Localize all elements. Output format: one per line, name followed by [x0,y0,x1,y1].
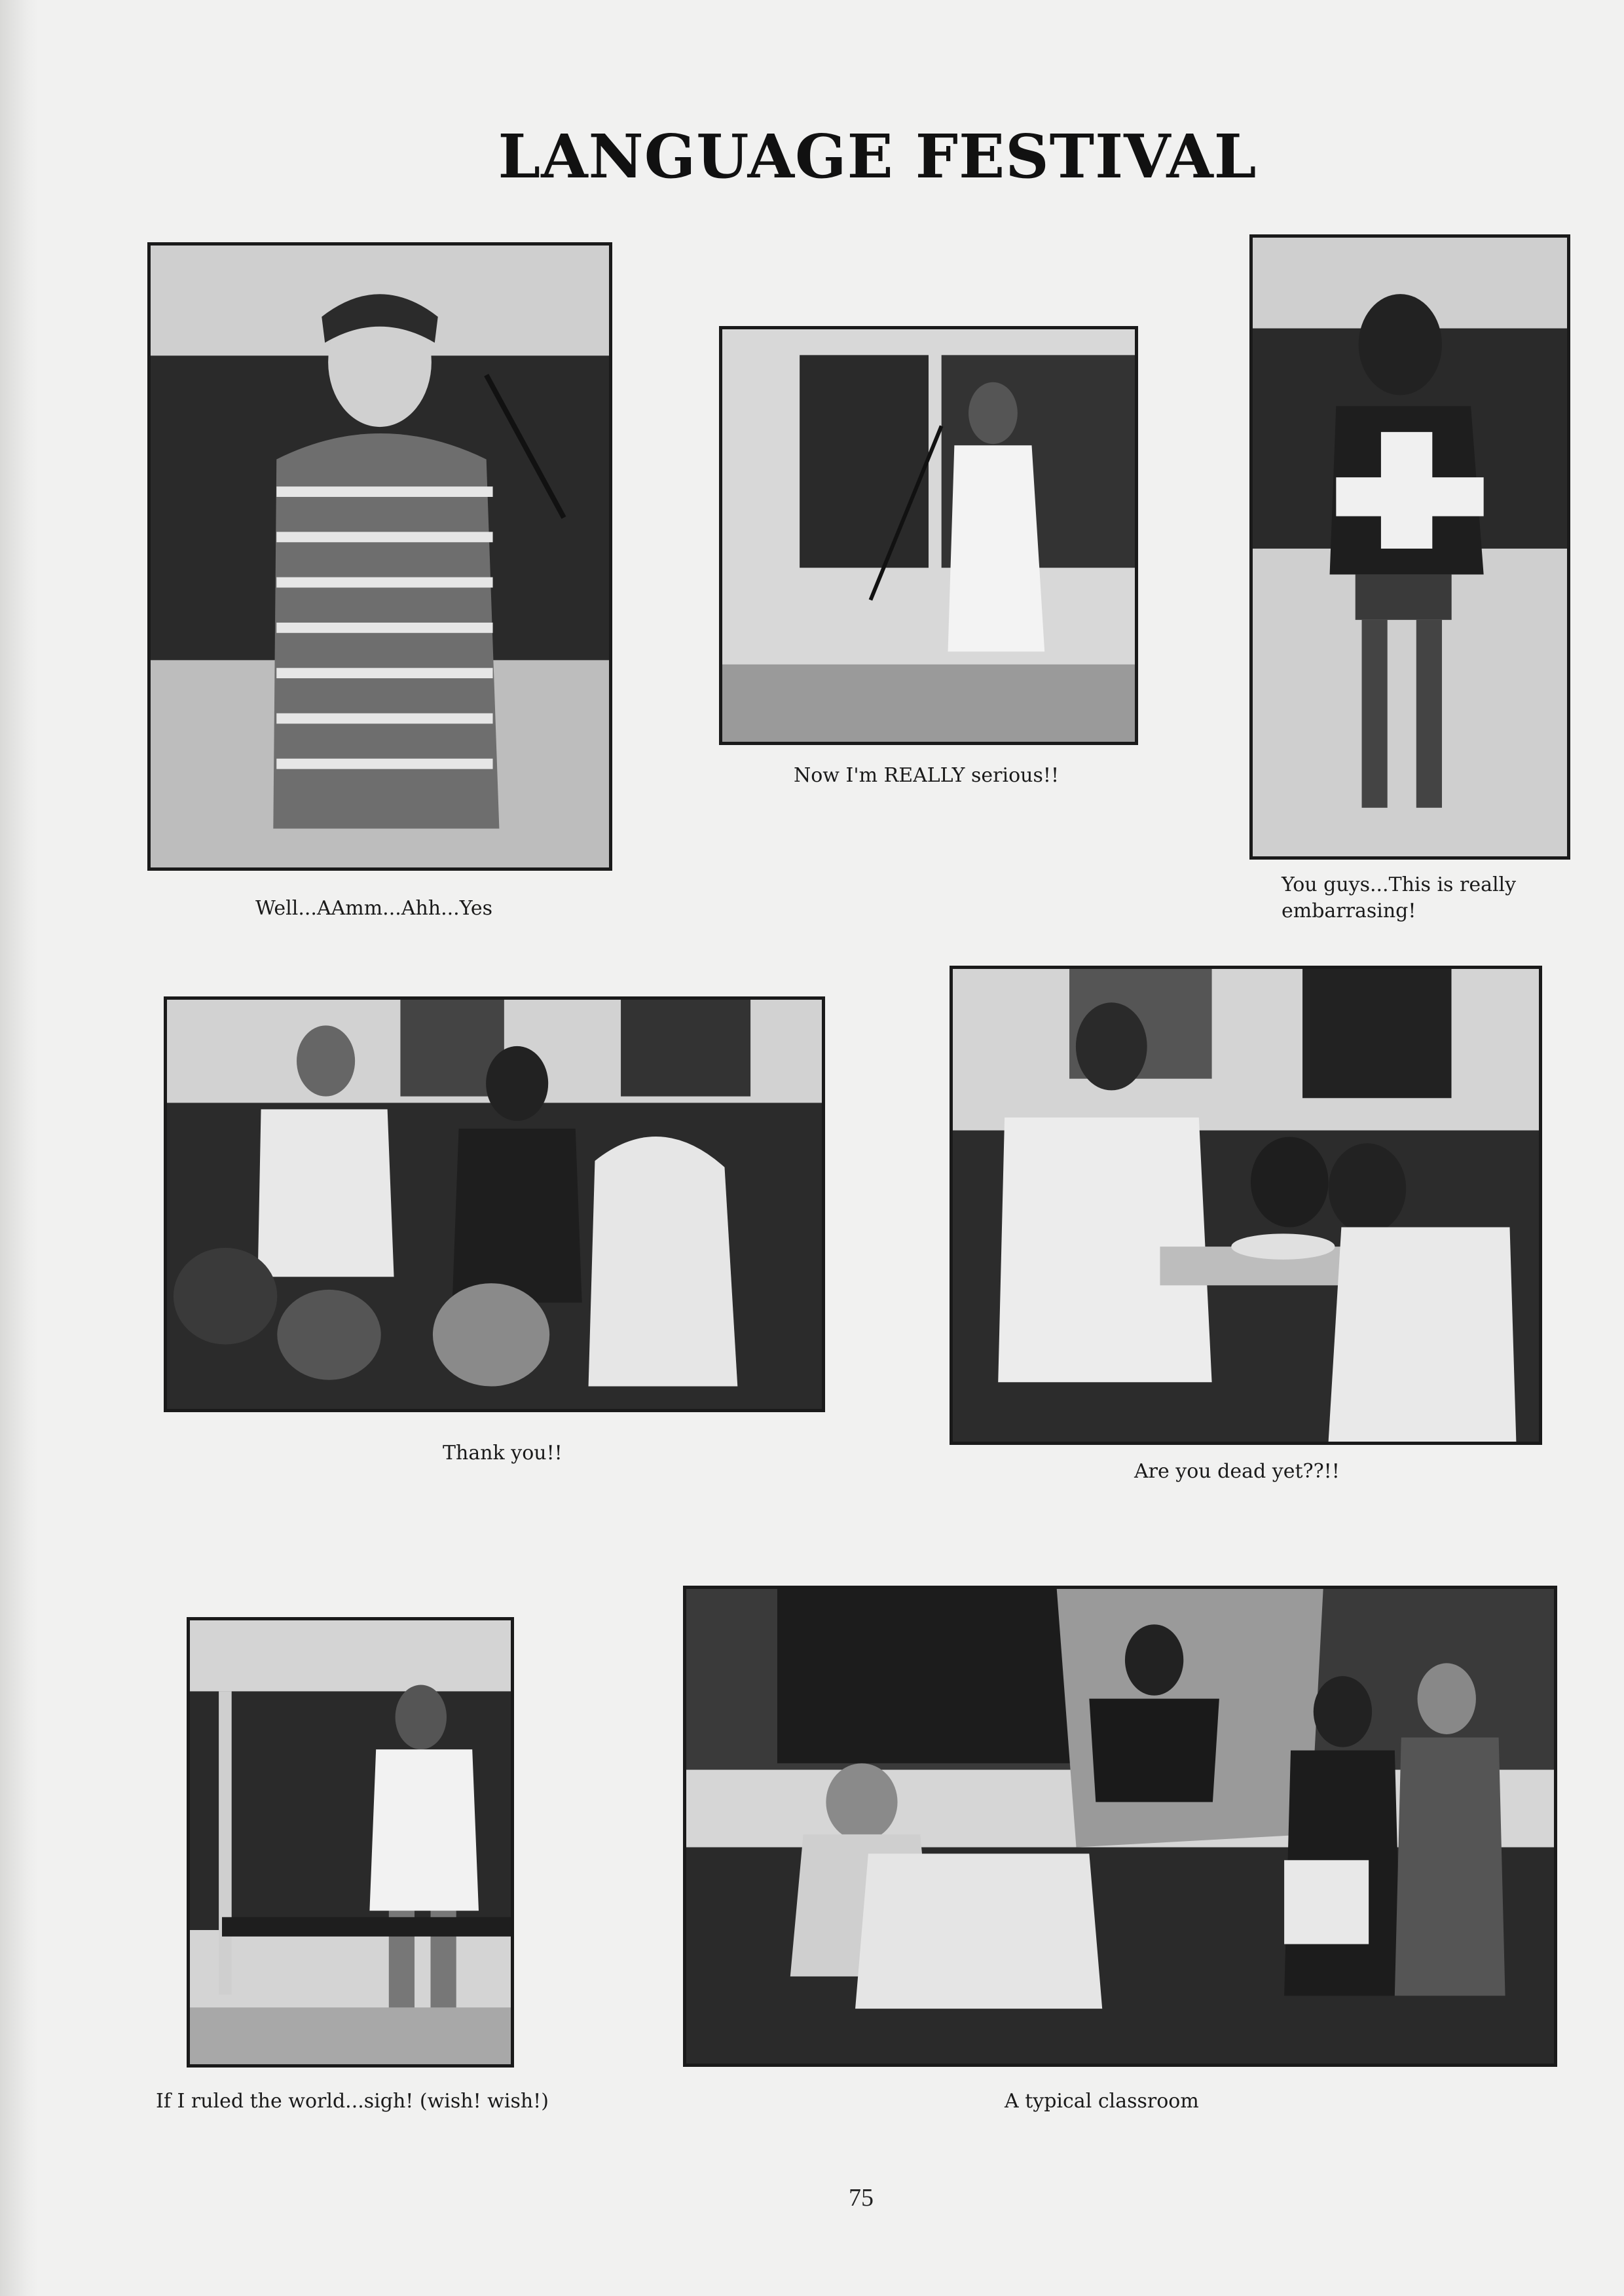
photo-thank-you-group [164,996,825,1412]
photo-boy-striped-shirt [147,242,612,871]
caption-line: You guys...This is really [1282,873,1517,896]
photo-girl-speaking [187,1617,514,2068]
photo-caption [1282,872,1516,924]
photo-caption: A typical classroom [1005,2090,1199,2113]
photo-classroom-play [683,1586,1557,2067]
photo-caption: If I ruled the world...sigh! (wish! wish!) [156,2090,549,2113]
photo-dinner-scene [950,966,1542,1445]
caption-line: embarrasing! [1282,900,1416,922]
photo-boy-cardigan [1249,234,1570,860]
page-title: LANGUAGE FESTIVAL [498,121,1257,192]
page-number: 75 [849,2184,874,2212]
photo-caption: Now I'm REALLY serious!! [794,764,1059,787]
photo-girl-white-dress [719,326,1138,745]
photo-caption: Thank you!! [443,1442,563,1465]
photo-caption: Are you dead yet??!! [1134,1460,1340,1483]
page-binding-edge [0,0,38,2296]
photo-caption: Well...AAmm...Ahh...Yes [255,897,493,920]
